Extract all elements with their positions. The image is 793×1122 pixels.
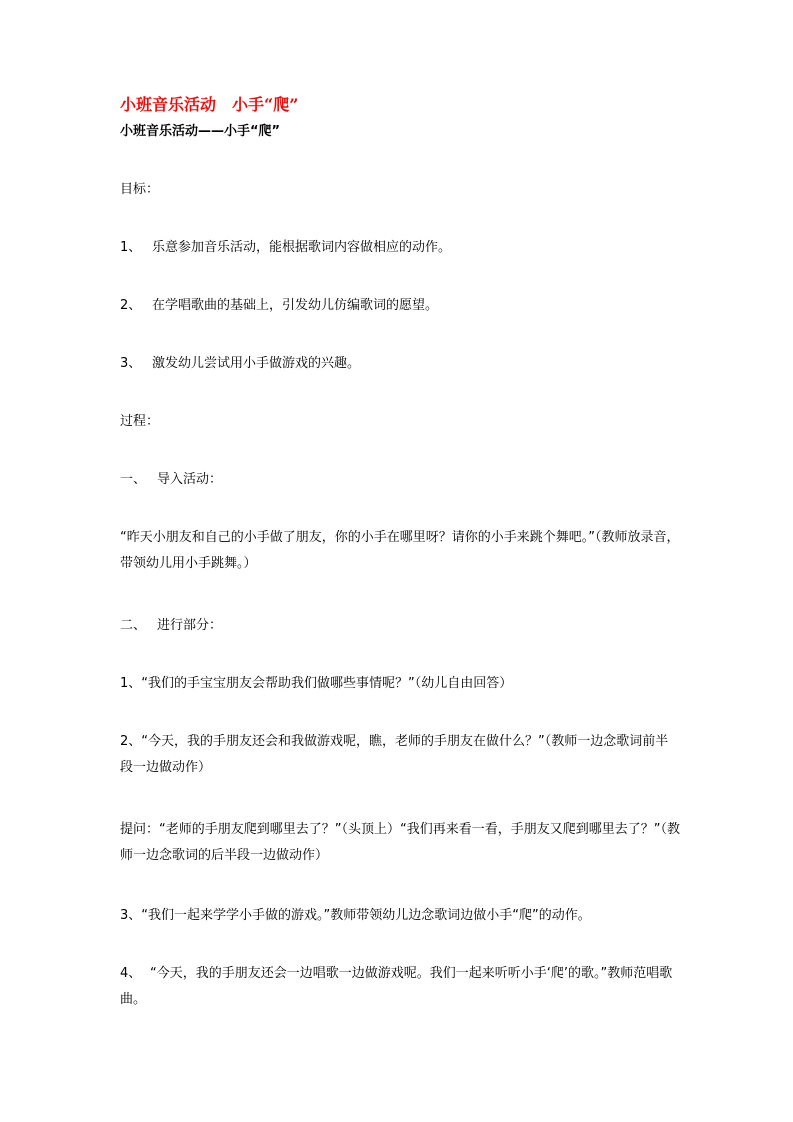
goal-item-2 bbox=[120, 293, 680, 319]
process-heading: 过程： bbox=[120, 414, 160, 429]
goal-number: 2、 bbox=[120, 298, 142, 313]
goal-number: 1、 bbox=[120, 240, 142, 255]
part1-label: 导入活动： bbox=[157, 472, 223, 487]
step-3-paragraph: 3、“我们一起来学学小手做的游戏。”教师带领幼儿边念歌词边做小手“爬”的动作。 bbox=[120, 908, 591, 923]
part2-label: 进行部分： bbox=[157, 618, 223, 633]
document-subtitle: 小班音乐活动——小手“爬” bbox=[120, 124, 281, 139]
part1-heading bbox=[120, 467, 680, 493]
part1-number: 一、 bbox=[120, 472, 147, 487]
step-2-paragraph: 2、“今天，我的手朋友还会和我做游戏呢，瞧，老师的手朋友在做什么？”（教师一边念歌词前半段一边做动作） bbox=[120, 734, 669, 775]
goal-number: 3、 bbox=[120, 356, 142, 371]
step-1-paragraph: 1、“我们的手宝宝朋友会帮助我们做哪些事情呢？”（幼儿自由回答） bbox=[120, 676, 513, 691]
question-paragraph: 提问：“老师的手朋友爬到哪里去了？”（头顶上）“我们再来看一看，手朋友又爬到哪里去了？”（教师一边念歌词的后半段一边做动作） bbox=[120, 822, 680, 863]
step-4-paragraph bbox=[120, 961, 680, 1013]
goal-item-3 bbox=[120, 351, 680, 377]
step-4-number: 4、 bbox=[120, 966, 142, 981]
goal-text: 激发幼儿尝试用小手做游戏的兴趣。 bbox=[152, 356, 361, 371]
goal-item-1 bbox=[120, 235, 680, 261]
part2-heading bbox=[120, 613, 680, 639]
goal-text: 乐意参加音乐活动，能根据歌词内容做相应的动作。 bbox=[152, 240, 452, 255]
document-title: 小班音乐活动 小手“爬” bbox=[120, 95, 299, 114]
goal-heading: 目标： bbox=[120, 182, 160, 197]
goal-text: 在学唱歌曲的基础上，引发幼儿仿编歌词的愿望。 bbox=[152, 298, 439, 313]
part1-paragraph: “昨天小朋友和自己的小手做了朋友，你的小手在哪里呀？请你的小手来跳个舞吧。”（教师放录音，带领幼儿用小手跳舞。） bbox=[120, 530, 680, 571]
part2-number: 二、 bbox=[120, 618, 147, 633]
step-4-text: “今天，我的手朋友还会一边唱歌一边做游戏呢。我们一起来听听小手‘爬’的歌。”教师范唱歌曲。 bbox=[120, 966, 673, 1007]
